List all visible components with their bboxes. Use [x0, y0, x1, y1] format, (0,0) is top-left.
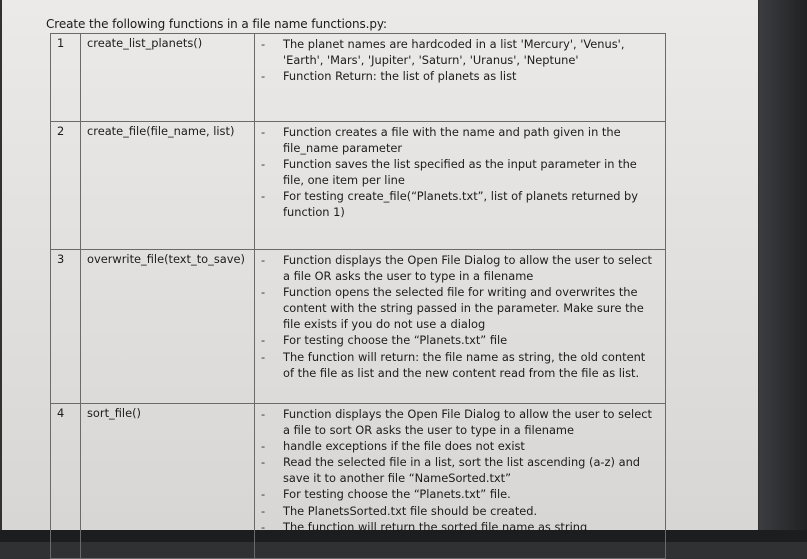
row-number: 4: [51, 404, 81, 559]
list-item: - For testing choose the “Planets.txt” file.: [283, 486, 657, 502]
document-page: [2, 0, 758, 534]
list-item: - Function creates a file with the name and path given in the file_name parameter: [283, 124, 657, 156]
assignment-heading: Create the following functions in a file name functions.py:: [46, 17, 387, 31]
function-name: sort_file(): [81, 404, 255, 559]
list-item: - Read the selected file in a list, sort the list ascending (a-z) and save it to another file “NameSorted.txt”: [283, 454, 657, 486]
bullet-list: [283, 124, 657, 221]
list-item: - The planet names are hardcoded in a list 'Mercury', 'Venus', 'Earth', 'Mars', 'Jupiter', 'Saturn', 'Uranus', 'Neptune': [283, 36, 657, 68]
list-item: - Function displays the Open File Dialog to allow the user to select a file to sort OR asks the user to type in a filename: [283, 406, 657, 438]
list-item: - The function will return the sorted file name as string: [283, 519, 657, 535]
functions-table: [50, 33, 666, 559]
table-row: [51, 404, 666, 559]
function-name: create_file(file_name, list): [81, 122, 255, 250]
list-item: - The function will return: the file name as string, the old content of the file as list and the new content read from the file as list.: [283, 349, 657, 381]
table-row: [51, 122, 666, 250]
bullet-list: [283, 406, 657, 535]
row-number: 2: [51, 122, 81, 250]
list-item: - The PlanetsSorted.txt file should be created.: [283, 503, 657, 519]
table-row: [51, 250, 666, 404]
function-name: create_list_planets(): [81, 34, 255, 122]
row-number: 3: [51, 250, 81, 404]
list-item: - handle exceptions if the file does not exist: [283, 438, 657, 454]
bullet-list: [283, 36, 657, 84]
function-name: overwrite_file(text_to_save): [81, 250, 255, 404]
table-row: [51, 34, 666, 122]
list-item: - Function displays the Open File Dialog to allow the user to select a file OR asks the user to type in a filename: [283, 252, 657, 284]
function-description: [255, 34, 666, 122]
function-description: [255, 122, 666, 250]
list-item: - For testing choose the “Planets.txt” file: [283, 332, 657, 348]
row-number: 1: [51, 34, 81, 122]
function-description: [255, 404, 666, 559]
list-item: - Function Return: the list of planets as list: [283, 68, 657, 84]
list-item: - Function saves the list specified as the input parameter in the file, one item per line: [283, 156, 657, 188]
bullet-list: [283, 252, 657, 381]
list-item: - For testing create_file(“Planets.txt”, list of planets returned by function 1): [283, 188, 657, 220]
list-item: - Function opens the selected file for writing and overwrites the content with the string passed in the parameter. Make sure the file exists if you do not use a dialog: [283, 284, 657, 332]
function-description: [255, 250, 666, 404]
monitor-bezel-right: [759, 0, 807, 542]
